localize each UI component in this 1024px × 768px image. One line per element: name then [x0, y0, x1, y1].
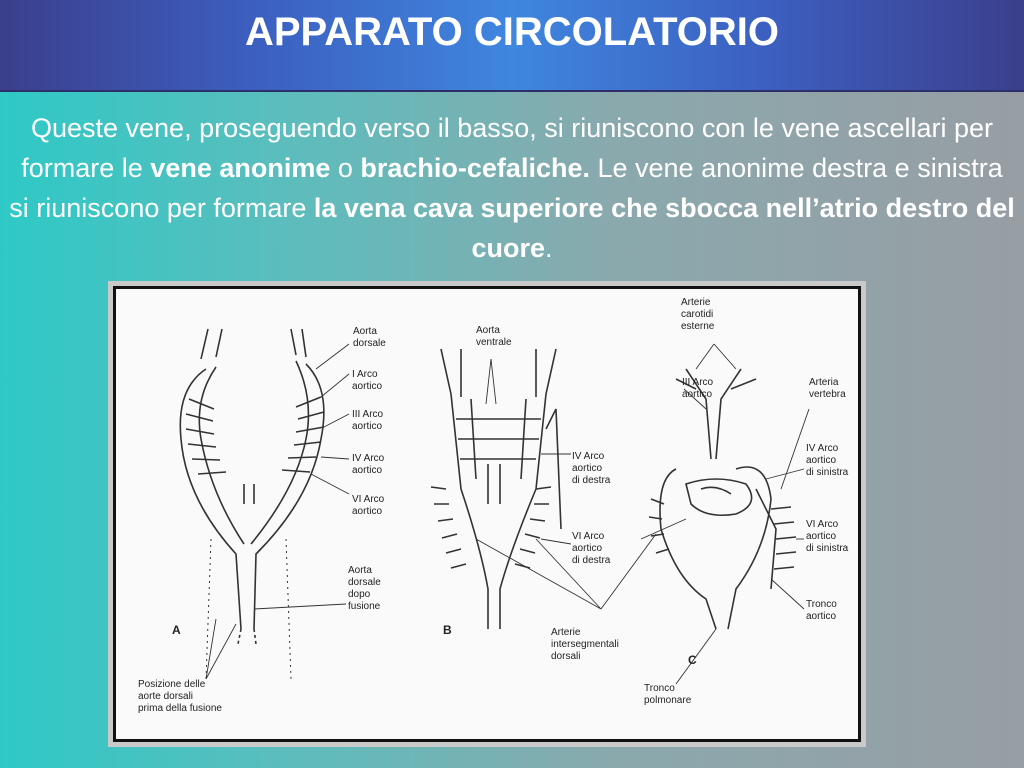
label-arco4s-1: IV Arco — [806, 443, 839, 454]
label-vertebra-2: vertebra — [809, 389, 846, 400]
label-ventrale-1: Aorta — [476, 325, 500, 336]
label-interseg-3: dorsali — [551, 651, 581, 662]
panel-c-drawing — [649, 369, 796, 629]
figure-canvas — [113, 286, 861, 742]
label-aorta-dorsale-2: dorsale — [353, 338, 386, 349]
label-arco4-2: aortico — [352, 465, 383, 476]
label-carotidi-1: Arterie — [681, 297, 711, 308]
label-arco3-1: III Arco — [352, 409, 384, 420]
label-arco1-2: aortico — [352, 381, 383, 392]
text-part-2: o — [330, 153, 361, 183]
slide-title: APPARATO CIRCOLATORIO — [244, 10, 780, 54]
label-ventrale-2: ventrale — [476, 337, 512, 348]
text-part-1: Queste vene, proseguendo verso il basso, si riuniscono con le vene ascellari per formare le — [21, 113, 994, 183]
label-arco4d-2: aortico — [572, 463, 603, 474]
label-arco1-1: I Arco — [352, 369, 378, 380]
bold-vena-cava: la vena cava superiore che sbocca nell’atrio destro del cuore — [313, 193, 1015, 263]
label-arco6s-3: di sinistra — [806, 543, 849, 554]
label-aorta-dorsale-1: Aorta — [353, 326, 377, 337]
panel-b-drawing — [431, 349, 561, 629]
aortic-arches-diagram — [116, 289, 858, 739]
figure-frame — [108, 281, 866, 747]
label-arco6d-2: aortico — [572, 543, 603, 554]
text-part-4: . — [545, 233, 553, 263]
label-arco3c-2: aortico — [682, 389, 713, 400]
label-vertebra-1: Arteria — [809, 377, 839, 388]
slide-paragraph — [8, 108, 1016, 268]
label-polm-1: Tronco — [644, 683, 675, 694]
label-fusione-2: dorsale — [348, 577, 381, 588]
label-interseg-1: Arterie — [551, 627, 581, 638]
label-carotidi-3: esterne — [681, 321, 715, 332]
label-fusione-1: Aorta — [348, 565, 372, 576]
label-carotidi-2: carotidi — [681, 309, 714, 320]
label-arco4-1: IV Arco — [352, 453, 385, 464]
label-arco3c-1: III Arco — [682, 377, 714, 388]
label-arco6d-3: di destra — [572, 555, 611, 566]
bold-brachio-cefaliche: brachio-cefaliche. — [360, 153, 590, 183]
label-interseg-2: intersegmentali — [551, 639, 619, 650]
label-arco4d-1: IV Arco — [572, 451, 605, 462]
label-arco4s-3: di sinistra — [806, 467, 849, 478]
label-arco6-1: VI Arco — [352, 494, 385, 505]
panel-letter-c: C — [688, 653, 697, 667]
title-bar — [0, 0, 1024, 92]
label-tronco-1: Tronco — [806, 599, 837, 610]
panel-letter-b: B — [443, 623, 452, 637]
label-tronco-2: aortico — [806, 611, 837, 622]
label-arco6s-2: aortico — [806, 531, 837, 542]
panel-letter-a: A — [172, 623, 181, 637]
label-arco6d-1: VI Arco — [572, 531, 605, 542]
label-arco6-2: aortico — [352, 506, 383, 517]
text-part-3: Le vene anonime destra e sinistra si riuniscono per formare — [9, 153, 1003, 223]
label-fusione-3: dopo — [348, 589, 371, 600]
label-fusione-4: fusione — [348, 601, 381, 612]
label-posizione-3: prima della fusione — [138, 703, 222, 714]
bold-vene-anonime: vene anonime — [150, 153, 331, 183]
label-arco3-2: aortico — [352, 421, 383, 432]
label-arco4s-2: aortico — [806, 455, 837, 466]
label-arco4d-3: di destra — [572, 475, 611, 486]
label-posizione-1: Posizione delle — [138, 679, 206, 690]
label-polm-2: polmonare — [644, 695, 692, 706]
label-arco6s-1: VI Arco — [806, 519, 839, 530]
label-posizione-2: aorte dorsali — [138, 691, 194, 702]
panel-a-drawing — [180, 329, 324, 679]
